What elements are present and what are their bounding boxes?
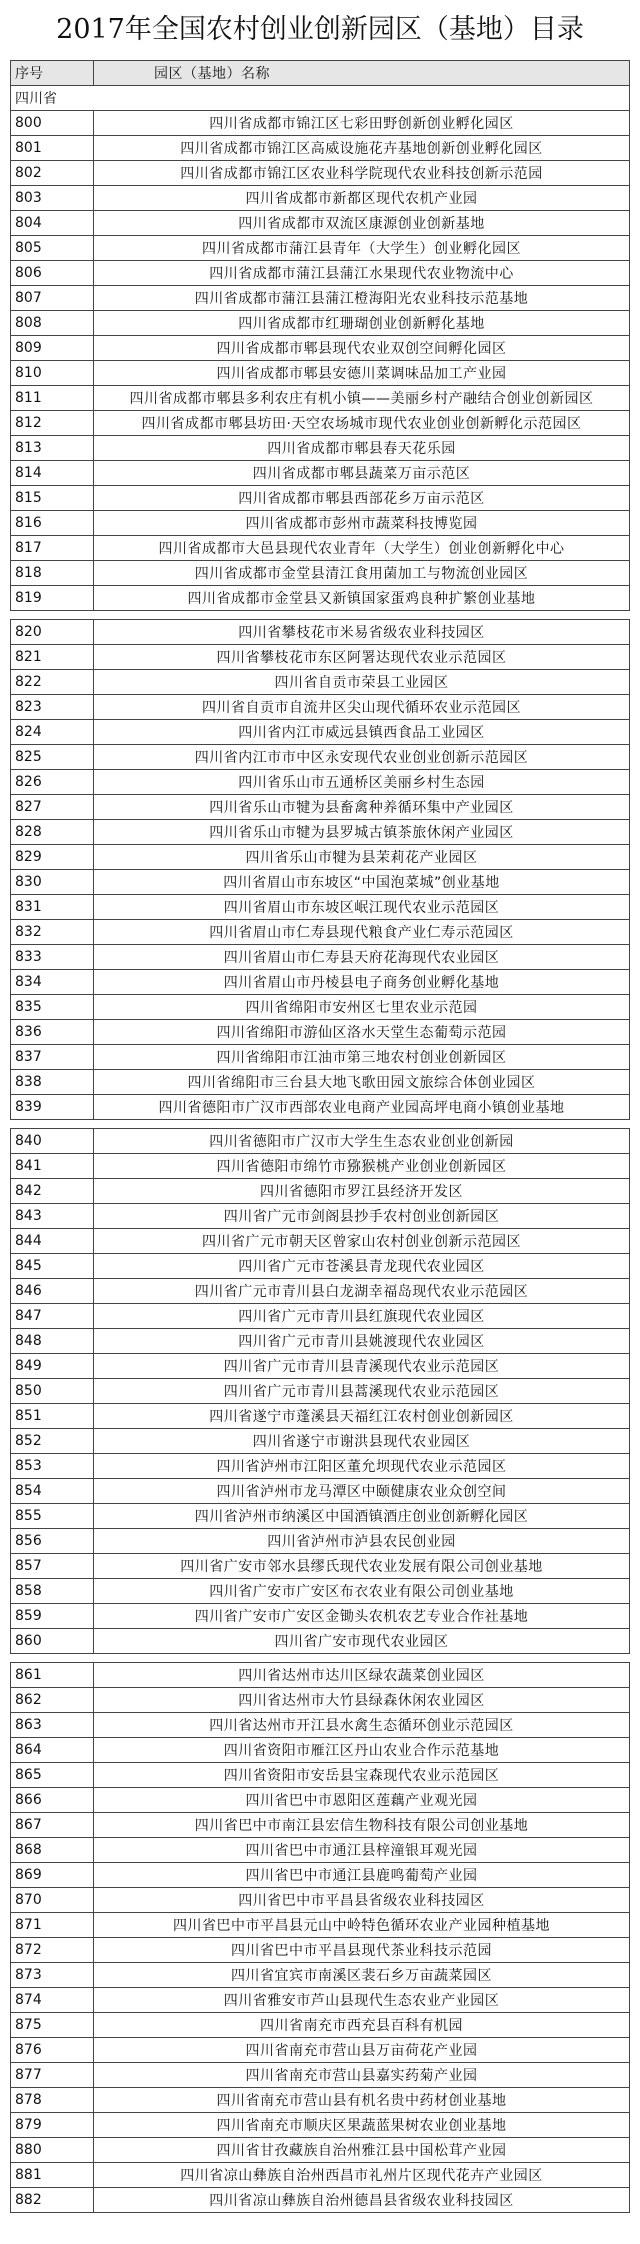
row-name: 四川省攀枝花市东区阿署达现代农业示范园区 xyxy=(94,645,630,670)
table-row xyxy=(11,486,630,511)
row-name: 四川省成都市郫县现代农业双创空间孵化园区 xyxy=(94,336,630,361)
table-row xyxy=(11,2188,630,2213)
table-row xyxy=(11,1554,630,1579)
row-name: 四川省广元市青川县红旗现代农业园区 xyxy=(94,1304,630,1329)
row-seq: 851 xyxy=(11,1404,94,1429)
table-row xyxy=(11,261,630,286)
row-seq: 865 xyxy=(11,1763,94,1788)
table-row xyxy=(11,1254,630,1279)
row-name: 四川省遂宁市谢洪县现代农业园区 xyxy=(94,1429,630,1454)
row-seq: 874 xyxy=(11,1988,94,2013)
row-seq: 806 xyxy=(11,261,94,286)
row-seq: 870 xyxy=(11,1888,94,1913)
row-seq: 815 xyxy=(11,486,94,511)
row-name: 四川省广元市青川县白龙湖幸福岛现代农业示范园区 xyxy=(94,1279,630,1304)
table-row xyxy=(11,161,630,186)
table-row xyxy=(11,870,630,895)
row-seq: 802 xyxy=(11,161,94,186)
row-seq: 881 xyxy=(11,2163,94,2188)
row-name: 四川省广安市现代农业园区 xyxy=(94,1629,630,1654)
row-name: 四川省巴中市通江县鹿鸣葡萄产业园 xyxy=(94,1863,630,1888)
table-row xyxy=(11,1504,630,1529)
row-seq: 810 xyxy=(11,361,94,386)
row-seq: 808 xyxy=(11,311,94,336)
table-row xyxy=(11,561,630,586)
table-row xyxy=(11,336,630,361)
directory-table-body xyxy=(11,61,630,2213)
row-seq: 809 xyxy=(11,336,94,361)
row-name: 四川省成都市锦江区七彩田野创新创业孵化园区 xyxy=(94,111,630,136)
table-row xyxy=(11,1154,630,1179)
row-name: 四川省巴中市通江县梓潼银耳观光园 xyxy=(94,1838,630,1863)
row-name: 四川省广元市苍溪县青龙现代农业园区 xyxy=(94,1254,630,1279)
row-name: 四川省凉山彝族自治州西昌市礼州片区现代花卉产业园区 xyxy=(94,2163,630,2188)
row-name: 四川省达州市达川区绿农蔬菜创业园区 xyxy=(94,1663,630,1688)
row-name: 四川省成都市彭州市蔬菜科技博览园 xyxy=(94,511,630,536)
province-label: 四川省 xyxy=(11,86,630,111)
table-row xyxy=(11,2063,630,2088)
row-seq: 843 xyxy=(11,1204,94,1229)
row-name: 四川省成都市蒲江县青年（大学生）创业孵化园区 xyxy=(94,236,630,261)
row-seq: 867 xyxy=(11,1813,94,1838)
row-seq: 822 xyxy=(11,670,94,695)
table-row xyxy=(11,945,630,970)
table-row xyxy=(11,1988,630,2013)
row-seq: 816 xyxy=(11,511,94,536)
row-seq: 866 xyxy=(11,1788,94,1813)
row-seq: 877 xyxy=(11,2063,94,2088)
row-seq: 871 xyxy=(11,1913,94,1938)
row-name: 四川省乐山市犍为县畜禽种养循环集中产业园区 xyxy=(94,795,630,820)
row-seq: 854 xyxy=(11,1479,94,1504)
row-name: 四川省泸州市龙马潭区中颐健康农业众创空间 xyxy=(94,1479,630,1504)
table-row xyxy=(11,236,630,261)
table-header-row xyxy=(11,61,630,86)
table-row xyxy=(11,1479,630,1504)
table-row xyxy=(11,1604,630,1629)
row-seq: 811 xyxy=(11,386,94,411)
row-seq: 837 xyxy=(11,1045,94,1070)
row-name: 四川省成都市郫县坊田·天空农场城市现代农业创业创新孵化示范园区 xyxy=(94,411,630,436)
row-seq: 838 xyxy=(11,1070,94,1095)
row-seq: 861 xyxy=(11,1663,94,1688)
row-name: 四川省眉山市丹棱县电子商务创业孵化基地 xyxy=(94,970,630,995)
row-name: 四川省攀枝花市米易省级农业科技园区 xyxy=(94,620,630,645)
table-row xyxy=(11,386,630,411)
row-name: 四川省成都市锦江区农业科学院现代农业科技创新示范园 xyxy=(94,161,630,186)
row-seq: 862 xyxy=(11,1688,94,1713)
row-seq: 879 xyxy=(11,2113,94,2138)
row-seq: 820 xyxy=(11,620,94,645)
row-seq: 812 xyxy=(11,411,94,436)
row-name: 四川省凉山彝族自治州德昌县省级农业科技园区 xyxy=(94,2188,630,2213)
row-name: 四川省绵阳市三台县大地飞歌田园文旅综合体创业园区 xyxy=(94,1070,630,1095)
row-name: 四川省泸州市泸县农民创业园 xyxy=(94,1529,630,1554)
row-seq: 833 xyxy=(11,945,94,970)
row-seq: 801 xyxy=(11,136,94,161)
row-name: 四川省甘孜藏族自治州雅江县中国松茸产业园 xyxy=(94,2138,630,2163)
row-name: 四川省绵阳市安州区七里农业示范园 xyxy=(94,995,630,1020)
table-row xyxy=(11,2163,630,2188)
table-row xyxy=(11,720,630,745)
row-seq: 831 xyxy=(11,895,94,920)
row-seq: 829 xyxy=(11,845,94,870)
row-name: 四川省广元市剑阁县抄手农村创业创新园区 xyxy=(94,1204,630,1229)
row-name: 四川省成都市大邑县现代农业青年（大学生）创业创新孵化中心 xyxy=(94,536,630,561)
directory-table xyxy=(10,60,630,2213)
row-seq: 876 xyxy=(11,2038,94,2063)
row-seq: 819 xyxy=(11,586,94,611)
table-row xyxy=(11,670,630,695)
row-seq: 868 xyxy=(11,1838,94,1863)
row-name: 四川省成都市郫县蔬菜万亩示范区 xyxy=(94,461,630,486)
table-row xyxy=(11,1938,630,1963)
table-row xyxy=(11,1429,630,1454)
row-name: 四川省眉山市东坡区岷江现代农业示范园区 xyxy=(94,895,630,920)
group-separator-cell xyxy=(11,1120,630,1129)
row-seq: 847 xyxy=(11,1304,94,1329)
row-seq: 835 xyxy=(11,995,94,1020)
table-row xyxy=(11,970,630,995)
table-row xyxy=(11,1020,630,1045)
province-row xyxy=(11,86,630,111)
row-seq: 844 xyxy=(11,1229,94,1254)
row-seq: 857 xyxy=(11,1554,94,1579)
row-seq: 805 xyxy=(11,236,94,261)
row-name: 四川省广元市青川县蒿溪现代农业示范园区 xyxy=(94,1379,630,1404)
table-row xyxy=(11,1963,630,1988)
table-row xyxy=(11,211,630,236)
row-seq: 800 xyxy=(11,111,94,136)
row-name: 四川省广元市青川县青溪现代农业示范园区 xyxy=(94,1354,630,1379)
row-name: 四川省成都市新都区现代农机产业园 xyxy=(94,186,630,211)
table-row xyxy=(11,620,630,645)
row-name: 四川省乐山市犍为县茉莉花产业园区 xyxy=(94,845,630,870)
table-row xyxy=(11,2038,630,2063)
table-row xyxy=(11,995,630,1020)
row-name: 四川省成都市蒲江县蒲江水果现代农业物流中心 xyxy=(94,261,630,286)
table-row xyxy=(11,1129,630,1154)
table-row xyxy=(11,1788,630,1813)
row-seq: 827 xyxy=(11,795,94,820)
row-name: 四川省内江市市中区永安现代农业创业创新示范园区 xyxy=(94,745,630,770)
table-row xyxy=(11,536,630,561)
table-row xyxy=(11,411,630,436)
table-row xyxy=(11,695,630,720)
row-name: 四川省德阳市绵竹市猕猴桃产业创业创新园区 xyxy=(94,1154,630,1179)
row-seq: 825 xyxy=(11,745,94,770)
row-seq: 839 xyxy=(11,1095,94,1120)
table-row xyxy=(11,1304,630,1329)
row-seq: 869 xyxy=(11,1863,94,1888)
table-row xyxy=(11,2138,630,2163)
table-row xyxy=(11,845,630,870)
table-row xyxy=(11,745,630,770)
row-seq: 853 xyxy=(11,1454,94,1479)
row-seq: 826 xyxy=(11,770,94,795)
row-name: 四川省乐山市犍为县罗城古镇茶旅休闲产业园区 xyxy=(94,820,630,845)
name-column-header: 园区（基地）名称 xyxy=(94,61,630,86)
row-seq: 852 xyxy=(11,1429,94,1454)
row-name: 四川省巴中市平昌县元山中岭特色循环农业产业园种植基地 xyxy=(94,1913,630,1938)
table-row xyxy=(11,820,630,845)
table-row xyxy=(11,1888,630,1913)
row-name: 四川省广安市广安区金锄头农机农艺专业合作社基地 xyxy=(94,1604,630,1629)
table-row xyxy=(11,920,630,945)
row-seq: 834 xyxy=(11,970,94,995)
table-row xyxy=(11,1688,630,1713)
table-row xyxy=(11,1279,630,1304)
row-name: 四川省遂宁市蓬溪县天福红江农村创业创新园区 xyxy=(94,1404,630,1429)
row-name: 四川省成都市郫县西部花乡万亩示范区 xyxy=(94,486,630,511)
table-row xyxy=(11,1204,630,1229)
row-name: 四川省南充市顺庆区果蔬蓝果树农业创业基地 xyxy=(94,2113,630,2138)
table-row xyxy=(11,1629,630,1654)
row-seq: 823 xyxy=(11,695,94,720)
table-row xyxy=(11,1913,630,1938)
table-row xyxy=(11,111,630,136)
row-name: 四川省巴中市南江县宏信生物科技有限公司创业基地 xyxy=(94,1813,630,1838)
table-row xyxy=(11,1179,630,1204)
row-name: 四川省资阳市雁江区丹山农业合作示范基地 xyxy=(94,1738,630,1763)
row-name: 四川省广安市邻水县缪氏现代农业发展有限公司创业基地 xyxy=(94,1554,630,1579)
row-seq: 850 xyxy=(11,1379,94,1404)
row-name: 四川省南充市营山县万亩荷花产业园 xyxy=(94,2038,630,2063)
row-seq: 814 xyxy=(11,461,94,486)
table-row xyxy=(11,895,630,920)
row-seq: 872 xyxy=(11,1938,94,1963)
row-name: 四川省成都市金堂县又新镇国家蛋鸡良种扩繁创业基地 xyxy=(94,586,630,611)
row-name: 四川省南充市营山县有机名贵中药材创业基地 xyxy=(94,2088,630,2113)
table-row xyxy=(11,1813,630,1838)
row-name: 四川省成都市红珊瑚创业创新孵化基地 xyxy=(94,311,630,336)
row-name: 四川省资阳市安岳县宝森现代农业示范园区 xyxy=(94,1763,630,1788)
group-separator xyxy=(11,1120,630,1129)
row-seq: 875 xyxy=(11,2013,94,2038)
row-seq: 878 xyxy=(11,2088,94,2113)
row-seq: 845 xyxy=(11,1254,94,1279)
table-row xyxy=(11,645,630,670)
row-name: 四川省德阳市广汉市西部农业电商产业园高坪电商小镇创业基地 xyxy=(94,1095,630,1120)
row-name: 四川省绵阳市江油市第三地农村创业创新园区 xyxy=(94,1045,630,1070)
table-row xyxy=(11,1229,630,1254)
row-seq: 817 xyxy=(11,536,94,561)
row-name: 四川省成都市郫县安德川菜调味品加工产业园 xyxy=(94,361,630,386)
table-row xyxy=(11,1838,630,1863)
table-row xyxy=(11,1095,630,1120)
table-row xyxy=(11,1863,630,1888)
row-seq: 818 xyxy=(11,561,94,586)
row-name: 四川省成都市蒲江县蒲江橙海阳光农业科技示范基地 xyxy=(94,286,630,311)
row-seq: 803 xyxy=(11,186,94,211)
row-name: 四川省绵阳市游仙区洛水天堂生态葡萄示范园 xyxy=(94,1020,630,1045)
row-name: 四川省广安市广安区布衣农业有限公司创业基地 xyxy=(94,1579,630,1604)
row-name: 四川省巴中市平昌县现代茶业科技示范园 xyxy=(94,1938,630,1963)
page-title: 2017年全国农村创业创新园区（基地）目录 xyxy=(56,14,584,45)
row-name: 四川省广元市青川县姚渡现代农业园区 xyxy=(94,1329,630,1354)
row-seq: 841 xyxy=(11,1154,94,1179)
row-name: 四川省巴中市平昌县省级农业科技园区 xyxy=(94,1888,630,1913)
table-row xyxy=(11,361,630,386)
row-name: 四川省达州市开江县水禽生态循环创业示范园区 xyxy=(94,1713,630,1738)
group-separator-cell xyxy=(11,1654,630,1663)
row-seq: 828 xyxy=(11,820,94,845)
row-seq: 860 xyxy=(11,1629,94,1654)
table-row xyxy=(11,1763,630,1788)
row-name: 四川省泸州市江阳区董允坝现代农业示范园区 xyxy=(94,1454,630,1479)
table-row xyxy=(11,1579,630,1604)
row-seq: 849 xyxy=(11,1354,94,1379)
seq-column-header: 序号 xyxy=(11,61,94,86)
row-seq: 855 xyxy=(11,1504,94,1529)
row-seq: 840 xyxy=(11,1129,94,1154)
row-seq: 882 xyxy=(11,2188,94,2213)
table-row xyxy=(11,2113,630,2138)
table-row xyxy=(11,1713,630,1738)
row-name: 四川省自贡市自流井区尖山现代循环农业示范园区 xyxy=(94,695,630,720)
row-name: 四川省广元市朝天区曾家山农村创业创新示范园区 xyxy=(94,1229,630,1254)
row-name: 四川省成都市郫县春天花乐园 xyxy=(94,436,630,461)
row-name: 四川省眉山市东坡区“中国泡菜城”创业基地 xyxy=(94,870,630,895)
group-separator xyxy=(11,1654,630,1663)
table-row xyxy=(11,511,630,536)
row-name: 四川省宜宾市南溪区裴石乡万亩蔬菜园区 xyxy=(94,1963,630,1988)
row-name: 四川省内江市威远县镇西食品工业园区 xyxy=(94,720,630,745)
table-row xyxy=(11,436,630,461)
row-name: 四川省成都市双流区康源创业创新基地 xyxy=(94,211,630,236)
row-seq: 804 xyxy=(11,211,94,236)
row-seq: 863 xyxy=(11,1713,94,1738)
table-row xyxy=(11,586,630,611)
row-seq: 813 xyxy=(11,436,94,461)
row-name: 四川省眉山市仁寿县天府花海现代农业园区 xyxy=(94,945,630,970)
table-row xyxy=(11,286,630,311)
table-row xyxy=(11,2088,630,2113)
row-seq: 842 xyxy=(11,1179,94,1204)
row-name: 四川省成都市金堂县清江食用菌加工与物流创业园区 xyxy=(94,561,630,586)
table-row xyxy=(11,186,630,211)
row-name: 四川省成都市锦江区高威设施花卉基地创新创业孵化园区 xyxy=(94,136,630,161)
table-row xyxy=(11,1738,630,1763)
row-seq: 873 xyxy=(11,1963,94,1988)
table-row xyxy=(11,1529,630,1554)
row-seq: 848 xyxy=(11,1329,94,1354)
table-row xyxy=(11,1454,630,1479)
row-name: 四川省泸州市纳溪区中国酒镇酒庄创业创新孵化园区 xyxy=(94,1504,630,1529)
row-name: 四川省达州市大竹县绿森休闲农业园区 xyxy=(94,1688,630,1713)
row-seq: 832 xyxy=(11,920,94,945)
row-seq: 830 xyxy=(11,870,94,895)
table-row xyxy=(11,770,630,795)
row-name: 四川省德阳市广汉市大学生生态农业创业创新园 xyxy=(94,1129,630,1154)
table-row xyxy=(11,136,630,161)
table-row xyxy=(11,1070,630,1095)
row-name: 四川省眉山市仁寿县现代粮食产业仁寿示范园区 xyxy=(94,920,630,945)
row-seq: 824 xyxy=(11,720,94,745)
row-seq: 859 xyxy=(11,1604,94,1629)
table-row xyxy=(11,795,630,820)
table-row xyxy=(11,1045,630,1070)
group-separator xyxy=(11,611,630,620)
row-name: 四川省南充市西充县百科有机园 xyxy=(94,2013,630,2038)
row-seq: 821 xyxy=(11,645,94,670)
table-row xyxy=(11,1329,630,1354)
row-name: 四川省乐山市五通桥区美丽乡村生态园 xyxy=(94,770,630,795)
row-name: 四川省南充市营山县嘉实药菊产业园 xyxy=(94,2063,630,2088)
row-seq: 858 xyxy=(11,1579,94,1604)
table-row xyxy=(11,2013,630,2038)
table-row xyxy=(11,311,630,336)
row-seq: 880 xyxy=(11,2138,94,2163)
row-name: 四川省德阳市罗江县经济开发区 xyxy=(94,1179,630,1204)
group-separator-cell xyxy=(11,611,630,620)
table-row xyxy=(11,1663,630,1688)
row-seq: 807 xyxy=(11,286,94,311)
row-seq: 856 xyxy=(11,1529,94,1554)
row-seq: 864 xyxy=(11,1738,94,1763)
row-name: 四川省成都市郫县多利农庄有机小镇——美丽乡村产融结合创业创新园区 xyxy=(94,386,630,411)
table-row xyxy=(11,1379,630,1404)
row-name: 四川省巴中市恩阳区莲藕产业观光园 xyxy=(94,1788,630,1813)
table-row xyxy=(11,1354,630,1379)
table-row xyxy=(11,461,630,486)
table-row xyxy=(11,1404,630,1429)
row-seq: 846 xyxy=(11,1279,94,1304)
row-name: 四川省雅安市芦山县现代生态农业产业园区 xyxy=(94,1988,630,2013)
row-name: 四川省自贡市荣县工业园区 xyxy=(94,670,630,695)
row-seq: 836 xyxy=(11,1020,94,1045)
